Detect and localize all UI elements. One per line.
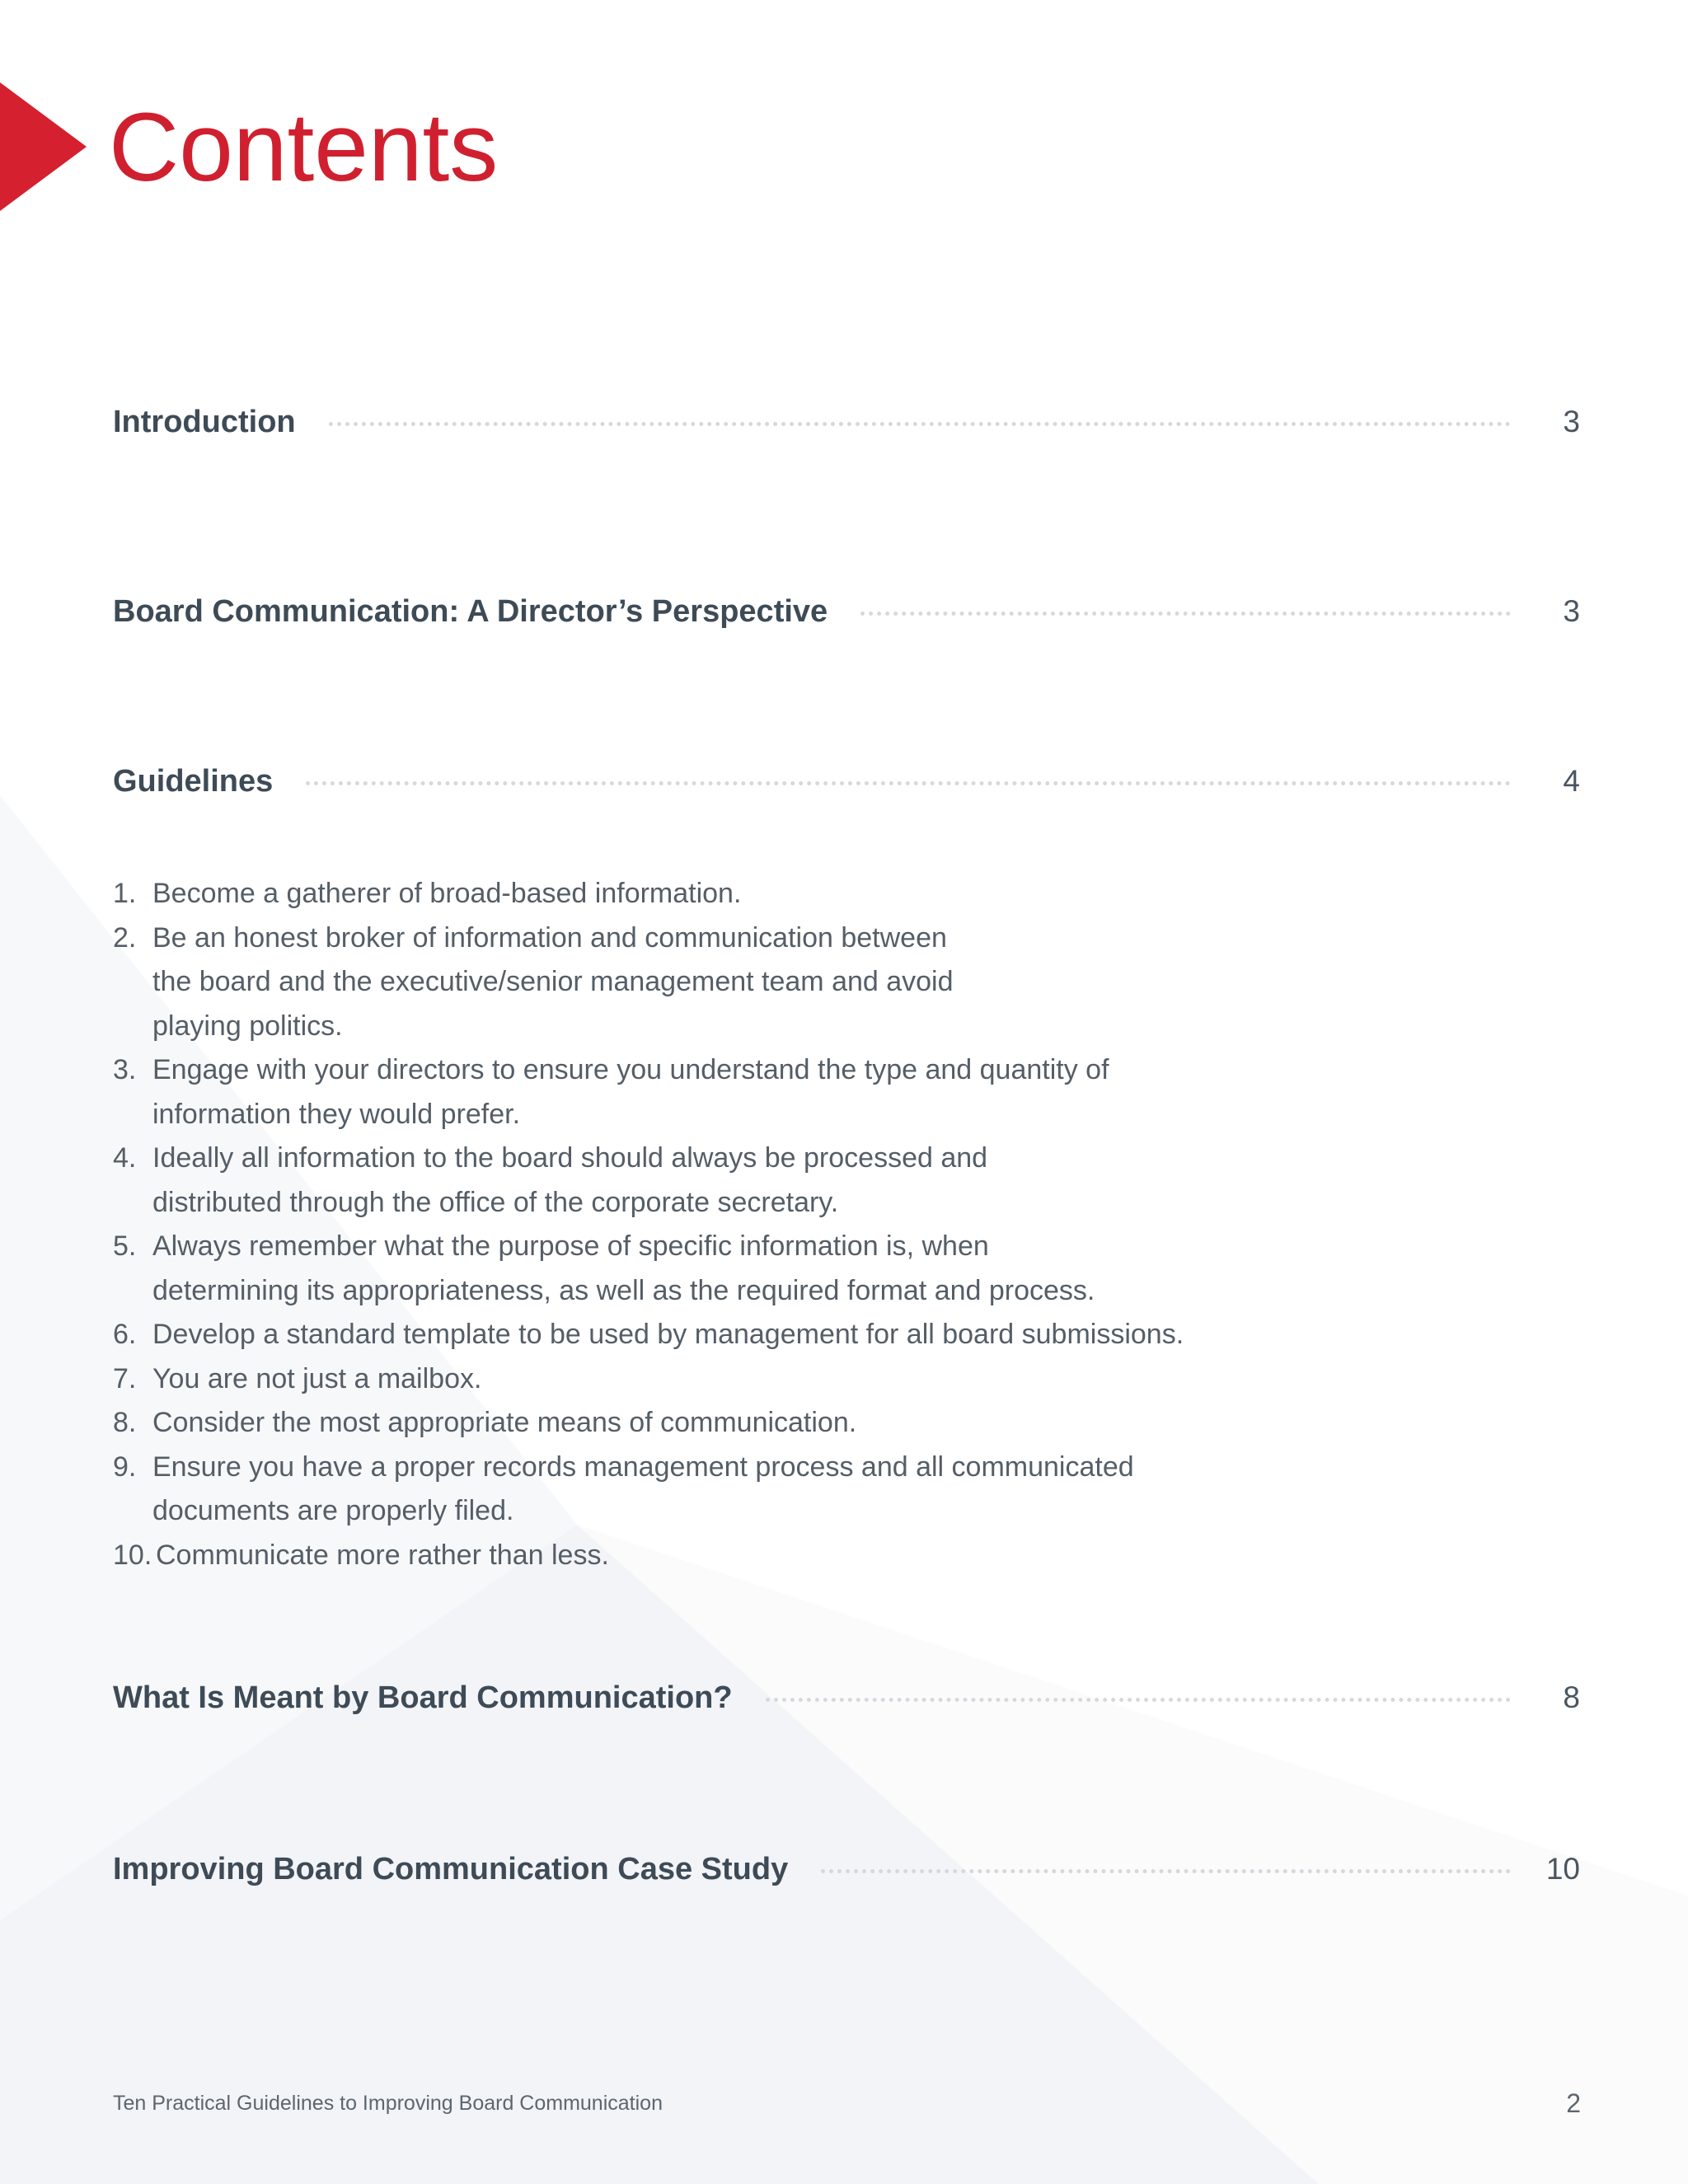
guideline-text: Engage with your directors to ensure you understand the type and quantity of information they would prefer. xyxy=(152,1054,1109,1130)
guideline-text: Develop a standard template to be used by management for all board submissions. xyxy=(152,1319,1184,1350)
toc-page-number: 8 xyxy=(1563,1680,1580,1714)
guideline-number: 7. xyxy=(113,1362,137,1394)
toc-page-number: 10 xyxy=(1545,1852,1580,1886)
toc-page-number: 3 xyxy=(1563,405,1580,438)
toc-entry-title[interactable]: Introduction xyxy=(113,404,296,439)
guidelines-list xyxy=(113,872,1349,1577)
guideline-item xyxy=(113,1534,1349,1578)
guideline-item xyxy=(113,1048,1191,1137)
guideline-item xyxy=(113,1446,1191,1534)
guideline-text: Ideally all information to the board should always be processed and distributed through the office of the corporate secretary. xyxy=(152,1142,988,1218)
guideline-text: Be an honest broker of information and communication between the board and the executive/senior management team and avoid playing politics. xyxy=(152,921,954,1042)
guideline-number: 6. xyxy=(113,1319,137,1350)
toc-dot-leader xyxy=(766,1698,1511,1702)
toc-dot-leader xyxy=(860,612,1511,616)
guideline-number: 2. xyxy=(113,921,137,954)
guideline-item xyxy=(113,1225,1125,1313)
page-title: Contents xyxy=(109,93,499,202)
guideline-number: 10. xyxy=(113,1539,152,1571)
guideline-number: 5. xyxy=(113,1230,137,1262)
guideline-number: 3. xyxy=(113,1054,137,1085)
guideline-item xyxy=(113,1313,1349,1357)
toc-entry-title[interactable]: What Is Meant by Board Communication? xyxy=(113,1680,733,1715)
toc-entry-case-study[interactable] xyxy=(113,1844,1580,1894)
toc-dot-leader xyxy=(306,781,1511,785)
footer-page-number: 2 xyxy=(1566,2088,1581,2118)
guideline-text: Ensure you have a proper records management process and all communicated documents are properly filed. xyxy=(152,1451,1134,1526)
toc-entry-what-is-board-communication[interactable] xyxy=(113,1673,1580,1722)
toc-entry-directors-perspective[interactable] xyxy=(113,587,1580,636)
guideline-number: 9. xyxy=(113,1451,137,1483)
guideline-text: Communicate more rather than less. xyxy=(156,1539,609,1571)
toc-entry-introduction[interactable] xyxy=(113,397,1580,447)
guideline-number: 1. xyxy=(113,878,137,909)
toc-page-number: 3 xyxy=(1563,594,1580,628)
guideline-text: Always remember what the purpose of specific information is, when determining its appropriateness, as well as the required format and process. xyxy=(152,1230,1095,1306)
toc-entry-title[interactable]: Board Communication: A Director’s Perspective xyxy=(113,593,828,629)
guideline-item xyxy=(113,1357,1349,1402)
toc-page-number: 4 xyxy=(1563,764,1580,798)
guideline-text: Consider the most appropriate means of communication. xyxy=(152,1407,857,1438)
toc-dot-leader xyxy=(821,1869,1511,1873)
toc-entry-title[interactable]: Improving Board Communication Case Study xyxy=(113,1851,789,1886)
title-arrow-marker xyxy=(0,82,87,211)
guideline-item xyxy=(113,1401,1349,1446)
guideline-item xyxy=(113,872,1349,916)
guideline-item xyxy=(113,1137,1076,1225)
footer-document-title: Ten Practical Guidelines to Improving Board Communication xyxy=(113,2092,663,2115)
guideline-number: 8. xyxy=(113,1407,137,1438)
toc-dot-leader xyxy=(329,422,1511,426)
guideline-text: Become a gatherer of broad-based information. xyxy=(152,878,742,909)
guideline-item xyxy=(113,916,977,1049)
guideline-text: You are not just a mailbox. xyxy=(152,1362,482,1394)
toc-entry-guidelines[interactable] xyxy=(113,757,1580,806)
toc-entry-title[interactable]: Guidelines xyxy=(113,763,274,799)
guideline-number: 4. xyxy=(113,1142,137,1174)
